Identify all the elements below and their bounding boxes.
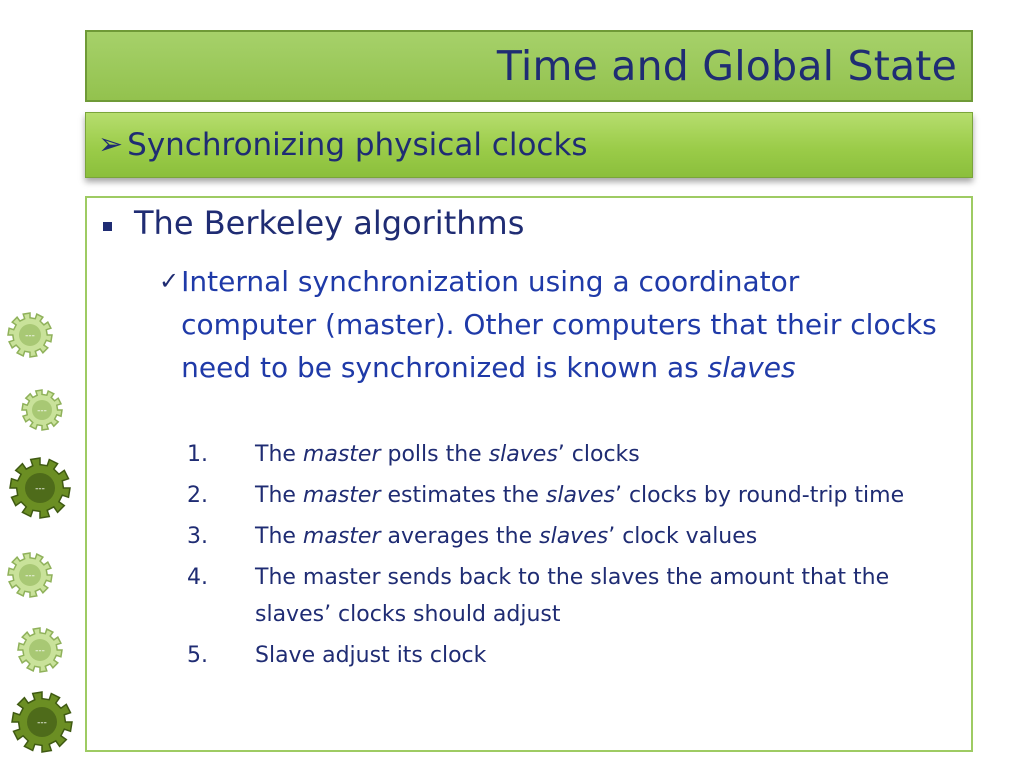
- bullet-level-2: [159, 260, 959, 389]
- step-text-part: estimates the: [380, 483, 546, 508]
- gear-icon: [8, 313, 52, 357]
- step-text-italic: slaves: [545, 483, 615, 508]
- step-text: [255, 477, 945, 514]
- gear-icon: [12, 692, 72, 752]
- step-text-part: ’ clocks by round-trip time: [614, 483, 905, 508]
- step-item: [187, 637, 957, 674]
- step-item: [187, 518, 957, 555]
- step-text: [255, 436, 945, 473]
- step-text-part: The: [255, 524, 303, 549]
- subtitle-bar: [85, 112, 973, 178]
- arrow-bullet-icon: ➢: [98, 127, 124, 162]
- gear-icon: [8, 553, 52, 597]
- step-text: [255, 637, 945, 674]
- step-text-part: polls the: [380, 442, 489, 467]
- subtitle-text: Synchronizing physical clocks: [127, 127, 588, 163]
- step-number: 3.: [187, 524, 208, 549]
- gear-label: ---: [25, 571, 35, 581]
- step-text-italic: slaves: [488, 442, 558, 467]
- step-text-part: ’ clocks: [557, 442, 640, 467]
- step-number: 2.: [187, 483, 208, 508]
- step-item: [187, 477, 957, 514]
- step-text-part: ’ clock values: [608, 524, 758, 549]
- gear-label: ---: [35, 646, 45, 656]
- sub-bullet-text: [181, 260, 941, 389]
- gear-decoration: [0, 290, 90, 760]
- step-text-part: averages the: [380, 524, 540, 549]
- step-text-part: Slave adjust its clock: [255, 643, 487, 668]
- gear-icon: [22, 390, 62, 430]
- step-text-italic: slaves: [539, 524, 609, 549]
- sub-bullet-italic: slaves: [707, 351, 796, 384]
- sub-bullet-main: Internal synchronization using a coordinator computer (master). Other computers that their clocks need to be synchronized is known as: [181, 265, 937, 384]
- step-number: 4.: [187, 565, 208, 590]
- step-text: [255, 518, 945, 555]
- checkmark-icon: ✓: [159, 267, 180, 295]
- gear-label: ---: [35, 484, 45, 494]
- step-item: [187, 559, 957, 633]
- step-text-part: The: [255, 483, 303, 508]
- gear-icon: [18, 628, 62, 672]
- slide-title: Time and Global State: [496, 42, 957, 90]
- slide-title-bar: [85, 30, 973, 102]
- step-text-italic: master: [302, 483, 381, 508]
- gear-label: ---: [25, 331, 35, 341]
- step-item: [187, 436, 957, 473]
- step-text: [255, 559, 945, 633]
- step-text-part: The: [255, 442, 303, 467]
- bullet-text: The Berkeley algorithms: [134, 204, 525, 242]
- step-number: 1.: [187, 442, 208, 467]
- content-box: [85, 196, 973, 752]
- step-text-italic: master: [302, 524, 381, 549]
- bullet-level-1: [103, 204, 524, 242]
- numbered-steps: [187, 436, 957, 678]
- step-text-italic: master: [302, 442, 381, 467]
- step-text-part: The master sends back to the slaves the amount that the slaves’ clocks should adjust: [255, 565, 890, 627]
- gear-label: ---: [37, 406, 47, 416]
- gear-label: ---: [37, 718, 47, 728]
- step-number: 5.: [187, 643, 208, 668]
- gear-icon: [10, 458, 70, 518]
- square-bullet-icon: [103, 222, 112, 231]
